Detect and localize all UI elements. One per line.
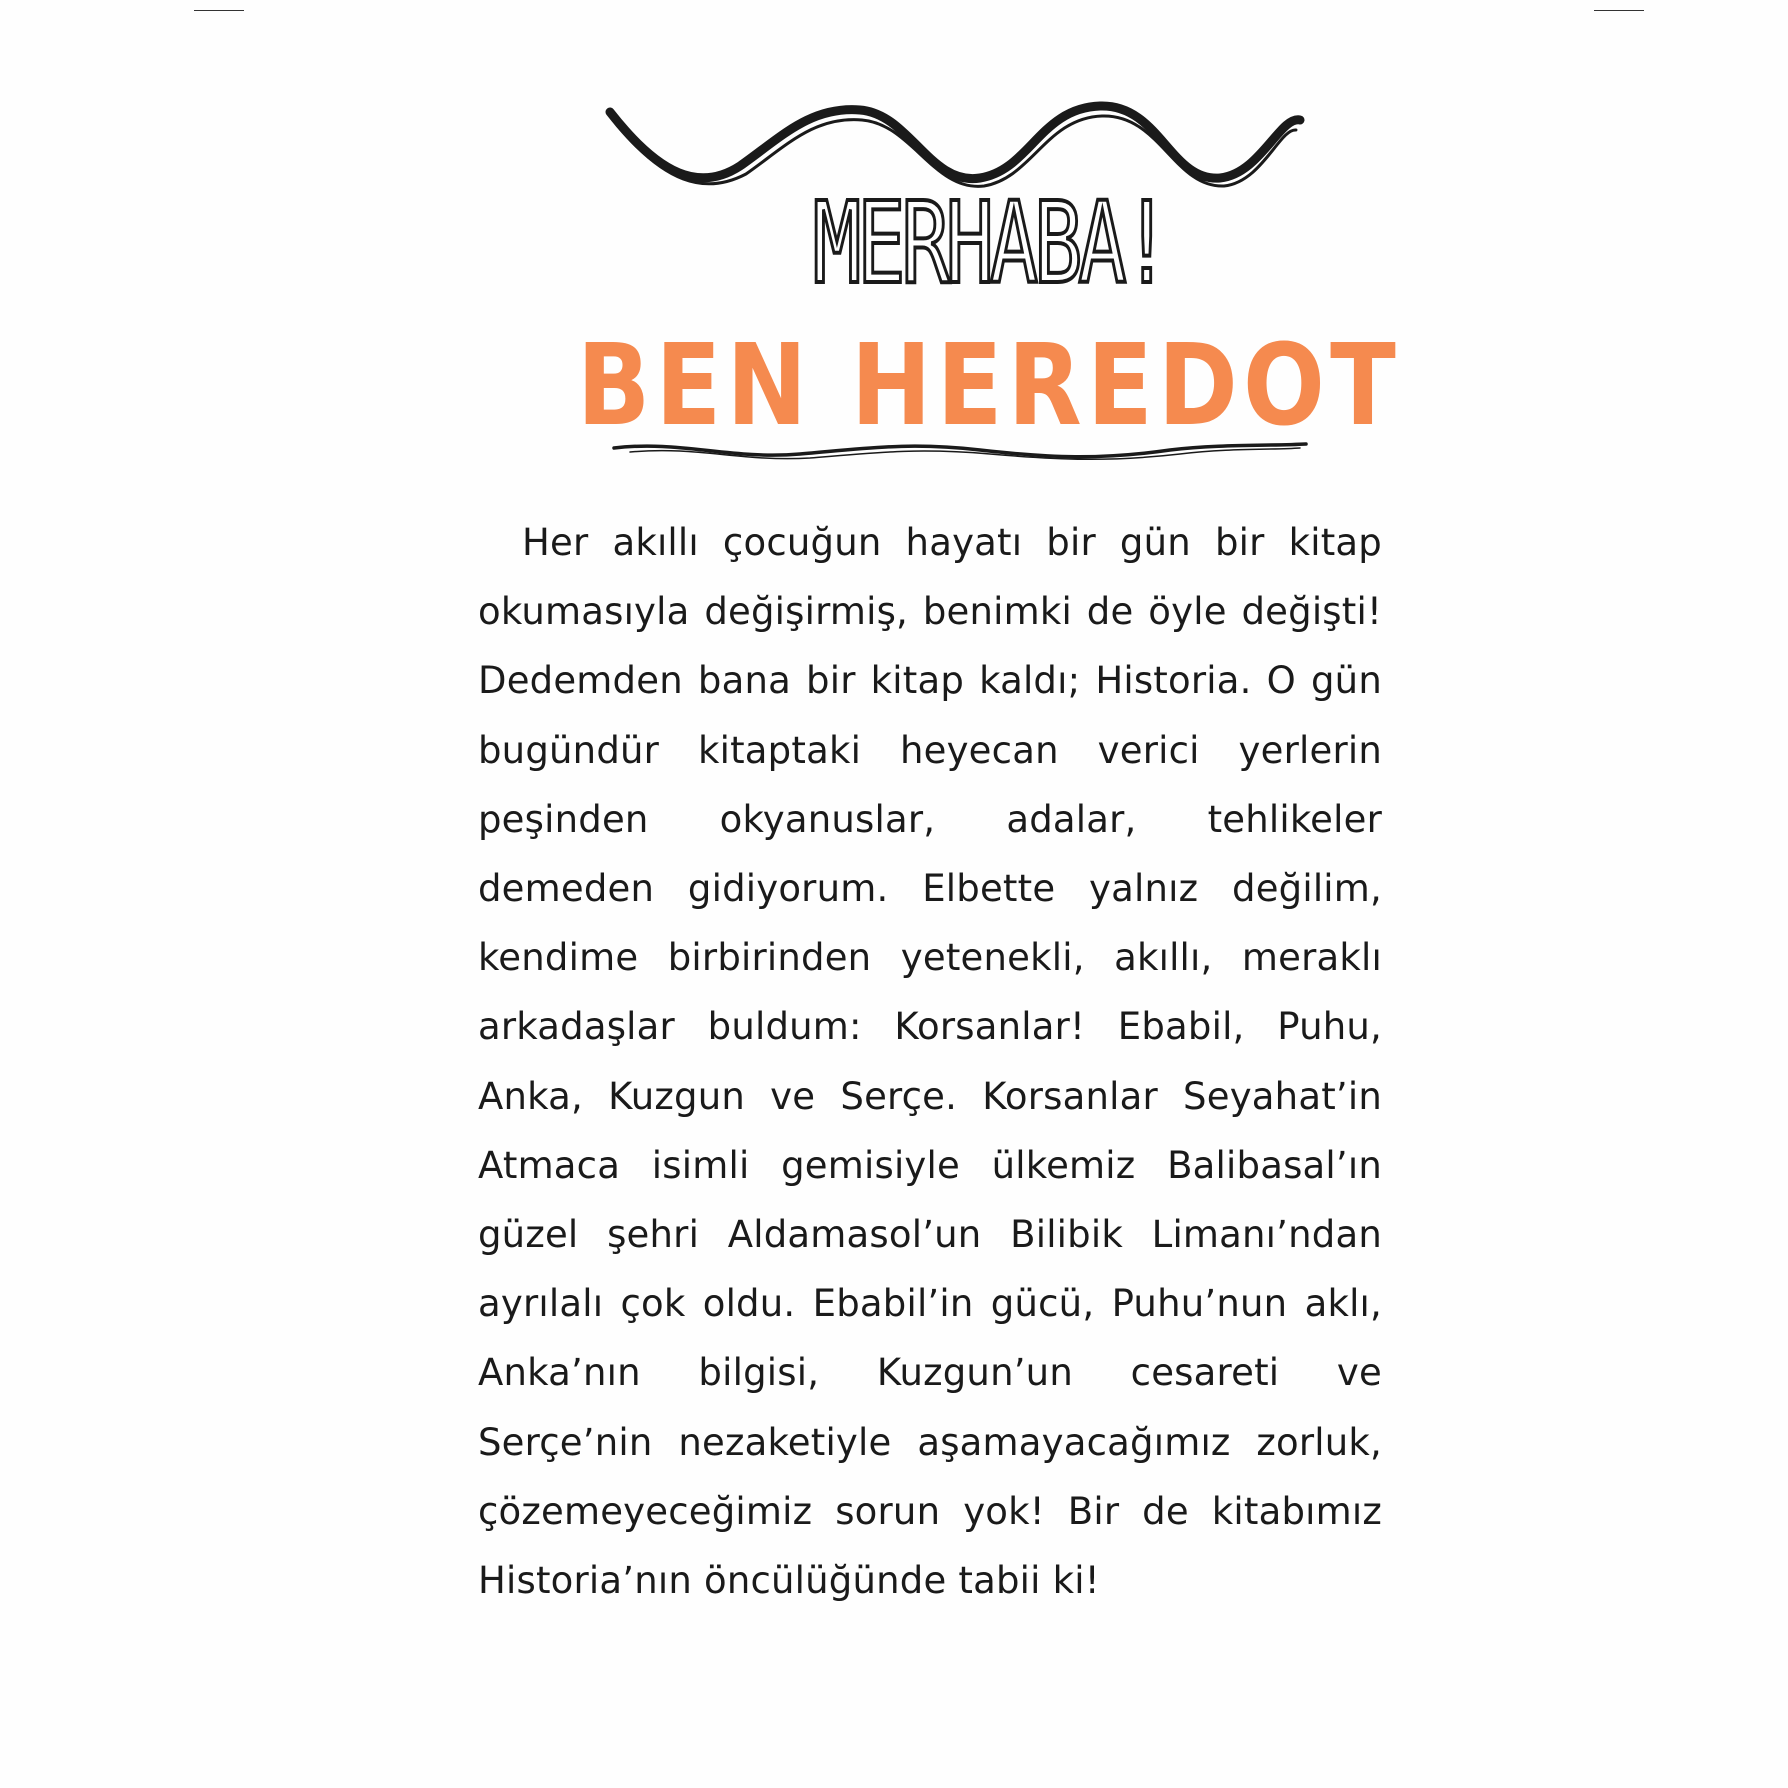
crop-mark-left <box>194 10 244 11</box>
crop-mark-right <box>1594 10 1644 11</box>
underline-wave-decoration <box>610 436 1310 466</box>
name-title: BEN HEREDOT <box>576 321 1401 451</box>
intro-paragraph: Her akıllı çocuğun hayatı bir gün bir kitap okumasıyla değişirmiş, benimki de öyle değişti! Dedemden bana bir kitap kaldı; Historia. O gün bugündür kitaptaki heyecan verici yerlerin peşinden okyanuslar, adalar, tehlikeler demeden gidiyorum. Elbette yalnız değilim, kendime birbirinden yetenekli, akıllı, meraklı arkadaşlar buldum: Korsanlar! Ebabil, Puhu, Anka, Kuzgun ve Serçe. Korsanlar Seyahat’in Atmaca isimli gemisiyle ülkemiz Balibasal’ın güzel şehri Aldamasol’un Bilibik Limanı’ndan ayrılalı çok oldu. Ebabil’in gücü, Puhu’nun aklı, Anka’nın bilgisi, Kuzgun’un cesareti ve Serçe’nin nezaketiyle aşamayacağımız zorluk, çözemeyeceğimiz sorun yok! Bir de kitabımız Historia’nın öncülüğünde tabii ki! <box>478 521 1382 1603</box>
greeting-title: MERHABA! <box>812 179 1167 309</box>
